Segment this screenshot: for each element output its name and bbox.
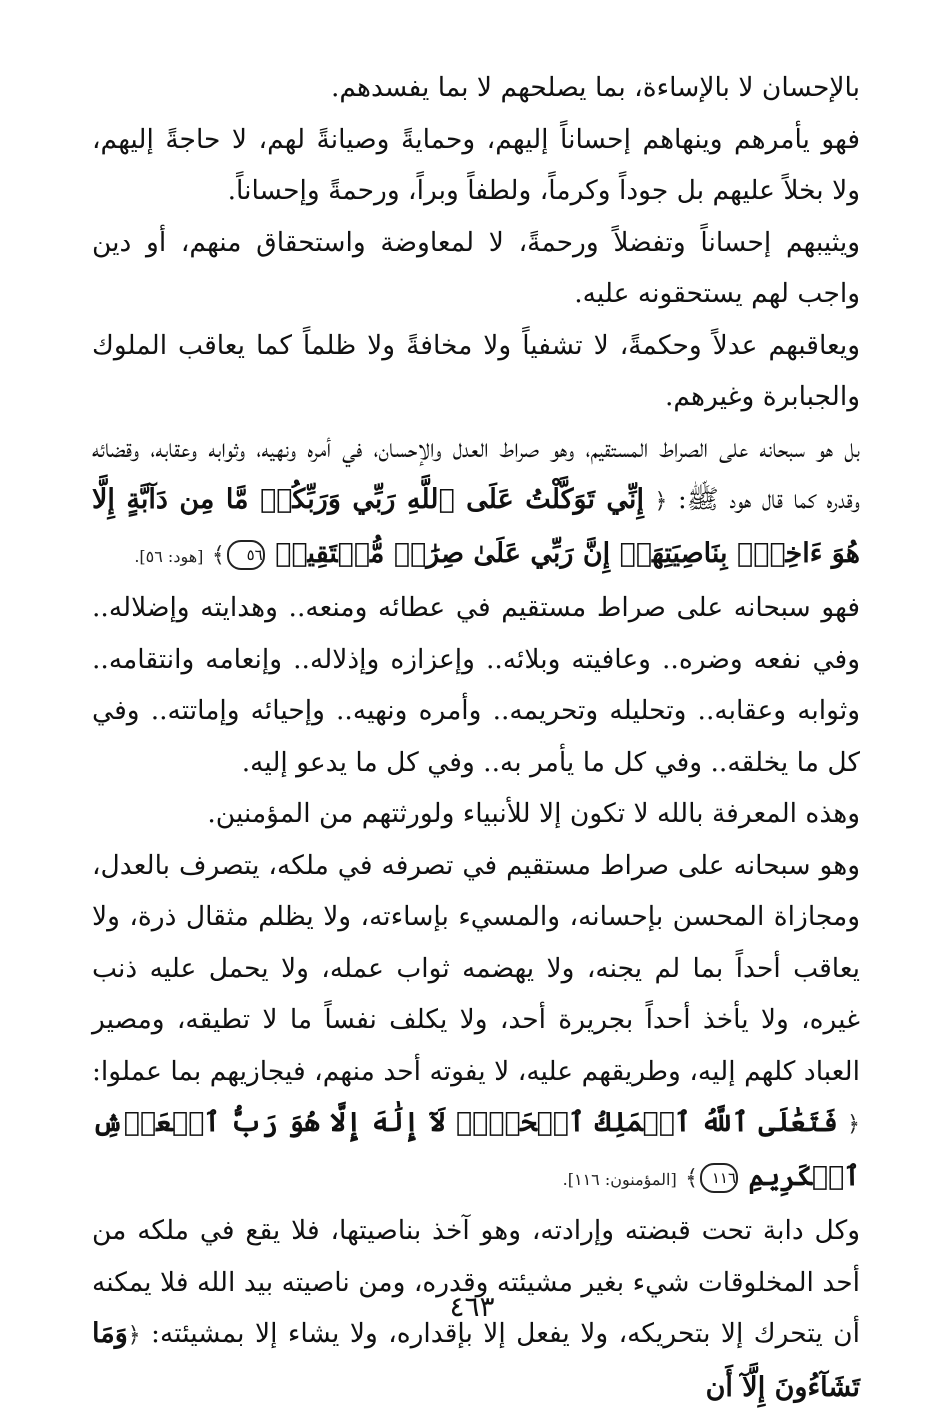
quran-verse-hud-56: إِنِّي تَوَكَّلْتُ عَلَى ٱللَّهِ رَبِّي وَرَبِّكُمۚ مَّا مِن دَآبَّةٍ إِلَّا هُوَ ءَاخِذُۢ بِنَاصِيَتِهَآۚ إِنَّ رَبِّي عَلَىٰ صِرَٰطٖ مُّسۡتَقِيمٖ [92, 484, 860, 569]
paragraph-9-text: وكل دابة تحت قبضته وإرادته، وهو آخذ بناصيتها، فلا يقع في ملكه من أحد المخلوقات شيء بغير مشيئته وقدره، ومن ناصيته بيد الله فلا يمكنه أن يتحرك إلا بتحريكه، ولا يفعل إلا بإقداره، ولا يشاء إلا بمشيئته: [92, 1215, 860, 1349]
paragraph-1: بالإحسان لا بالإساءة، بما يصلحهم لا بما يفسدهم. [330, 72, 860, 103]
quote-close-mark: ﴾ [685, 1165, 699, 1191]
paragraph-5 [92, 423, 860, 583]
ayah-number-marker: ٥٦ [227, 540, 265, 570]
paragraph-6: فهو سبحانه على صراط مستقيم في عطائه ومنعه.. وهدايته وإضلاله.. وفي نفعه وضره.. وعافيته وبلائه.. وإعزازه وإذلاله.. وإنعامه وانتقامه.. وثوابه وعقابه.. وتحليله وتحريمه.. وأمره ونهيه.. وإحيائه وإماتته.. وفي كل ما يخلقه.. وفي كل ما يأمر به.. وفي كل ما يدعو إليه. [92, 592, 860, 778]
quran-verse-muminun-116: فَتَعَٰلَى ٱللَّهُ ٱلۡمَلِكُ ٱلۡحَقُّۖ لَآ إِلَٰهَ إِلَّا هُوَ رَبُّ ٱلۡعَرۡشِ ٱلۡكَرِيمِ [92, 1107, 860, 1192]
paragraph-8-text: وهو سبحانه على صراط مستقيم في تصرفه في ملكه، يتصرف بالعدل، ومجازاة المحسن بإحسانه، والمسيء بإساءته، ولا يظلم مثقال ذرة، ولا يعاقب أحداً بما لم يجنه، ولا يهضمه ثواب عمله، ولا يحمل عليه ذنب غيره، ولا يأخذ أحداً بجريرة أحد، ولا يكلف نفساً ما لا تطيقه، ومصير العباد كلهم إليه، وطريقهم عليه، لا يفوته أحد منهم، فيجازيهم بما عملوا: [92, 849, 860, 1087]
verse-reference: [هود: ٥٦]. [134, 546, 204, 566]
paragraph-5-text: بل هو سبحانه على الصراط المستقيم، وهو صراط العدل والإحسان، في أمره ونهيه، وثوابه وعقابه، وقضائه وقدره كما قال هود ﷺ: [92, 432, 860, 515]
page-body [92, 62, 860, 1413]
ayah-number-marker: ١١٦ [700, 1163, 738, 1193]
quote-open-mark: ﴿ [847, 1112, 860, 1137]
paragraph-4: ويعاقبهم عدلاً وحكمةً، لا تشفياً ولا مخافةً ولا ظلماً كما يعاقب الملوك والجبابرة وغيرهم. [92, 329, 860, 412]
verse-reference: [المؤمنون: ١١٦]. [562, 1169, 677, 1189]
paragraph-3: ويثيبهم إحساناً وتفضلاً ورحمةً، لا لمعاوضة واستحقاق منهم، أو دين واجب لهم يستحقونه عليه. [92, 226, 860, 309]
quote-open-mark: ﴿ [654, 489, 668, 514]
page-number: ٤٦٣ [449, 1290, 495, 1323]
quote-close-mark: ﴾ [211, 542, 225, 568]
paragraph-2: فهو يأمرهم وينهاهم إحساناً إليهم، وحمايةً وصيانةً لهم، لا حاجةً إليهم، ولا بخلاً عليهم بل جوداً وكرماً، ولطفاً وبراً، ورحمةً وإحساناً. [92, 123, 860, 206]
quote-open-mark: ﴿ [127, 1323, 141, 1348]
paragraph-8 [92, 840, 860, 1206]
paragraph-7: وهذه المعرفة بالله لا تكون إلا للأنبياء ولورثتهم من المؤمنين. [207, 798, 860, 829]
quran-verse-continued: وَمَا تَشَآءُونَ إِلَّآ أَن [92, 1318, 860, 1403]
